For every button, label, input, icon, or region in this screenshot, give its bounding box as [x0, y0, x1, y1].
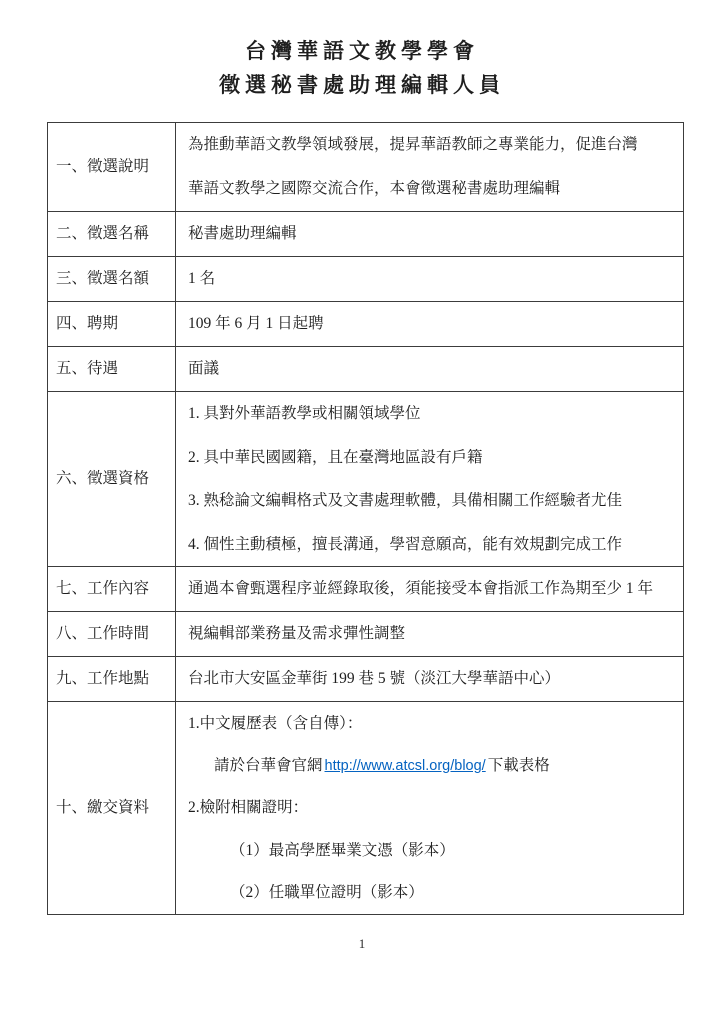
table-row-qualifications: [48, 391, 683, 566]
row-content: [176, 123, 683, 211]
document-title: [0, 34, 724, 102]
atcsl-blog-link[interactable]: http://www.atcsl.org/blog/: [324, 757, 486, 774]
table-row-quota: [48, 256, 683, 301]
download-link-line: [214, 744, 677, 786]
row-content: [176, 702, 683, 914]
recruitment-table: [47, 122, 684, 915]
table-row-position-name: [48, 211, 683, 256]
position-name-value: 秘書處助理編輯: [188, 225, 297, 243]
document-item: 1.中文履歷表（含自傳）：: [188, 714, 363, 732]
job-content-value: 通過本會甄選程序並經錄取後，須能接受本會指派工作為期至少 1 年: [188, 580, 654, 598]
work-location-value: 台北市大安區金華街 199 巷 5 號（淡江大學華語中心）: [188, 670, 561, 688]
table-row-application-documents: [48, 701, 683, 914]
document-sub-item: （1）最高學歷畢業文憑（影本）: [230, 841, 455, 859]
table-row-employment-period: [48, 301, 683, 346]
row-label: 十、繳交資料: [48, 702, 176, 914]
row-label: 四、聘期: [48, 302, 176, 346]
link-suffix-text: 下載表格: [487, 756, 550, 774]
title-line-2: 徵選秘書處助理編輯人員: [219, 73, 505, 97]
title-line-1: 台灣華語文教學學會: [245, 39, 479, 63]
page-number: 1: [358, 936, 366, 951]
row-label: 二、徵選名稱: [48, 212, 176, 256]
table-row-description: [48, 123, 683, 211]
row-content: [176, 212, 683, 256]
row-label: 三、徵選名額: [48, 257, 176, 301]
table-row-work-hours: [48, 611, 683, 656]
row-label: 九、工作地點: [48, 657, 176, 701]
description-line: 為推動華語文教學領域發展，提昇華語教師之專業能力，促進台灣: [188, 136, 638, 154]
qualification-item: 4. 個性主動積極，擅長溝通，學習意願高，能有效規劃完成工作: [188, 535, 623, 553]
document-sub-item: （2）任職單位證明（影本）: [230, 884, 424, 902]
link-prefix-text: 請於台華會官網: [214, 756, 323, 774]
row-content: [176, 347, 683, 391]
row-content: [176, 612, 683, 656]
work-hours-value: 視編輯部業務量及需求彈性調整: [188, 625, 406, 643]
row-label: 六、徵選資格: [48, 392, 176, 566]
row-content: [176, 257, 683, 301]
qualification-item: 3. 熟稔論文編輯格式及文書處理軟體，具備相關工作經驗者尤佳: [188, 492, 623, 510]
row-content: [176, 302, 683, 346]
qualification-item: 2. 具中華民國國籍，且在臺灣地區設有戶籍: [188, 448, 483, 466]
table-row-salary: [48, 346, 683, 391]
document-item: 2.檢附相關證明：: [188, 799, 309, 817]
table-row-work-location: [48, 656, 683, 701]
row-label: 五、待遇: [48, 347, 176, 391]
description-line: 華語文教學之國際交流合作，本會徵選秘書處助理編輯: [188, 180, 561, 198]
employment-period-value: 109 年 6 月 1 日起聘: [188, 315, 324, 333]
row-content: [176, 657, 683, 701]
salary-value: 面議: [188, 360, 220, 378]
row-label: 七、工作內容: [48, 567, 176, 611]
row-label: 八、工作時間: [48, 612, 176, 656]
row-label: 一、徵選說明: [48, 123, 176, 211]
qualification-item: 1. 具對外華語教學或相關領域學位: [188, 405, 421, 423]
quota-value: 1 名: [188, 270, 216, 288]
row-content: [176, 567, 683, 611]
table-row-job-content: [48, 566, 683, 611]
row-content: [176, 392, 683, 566]
